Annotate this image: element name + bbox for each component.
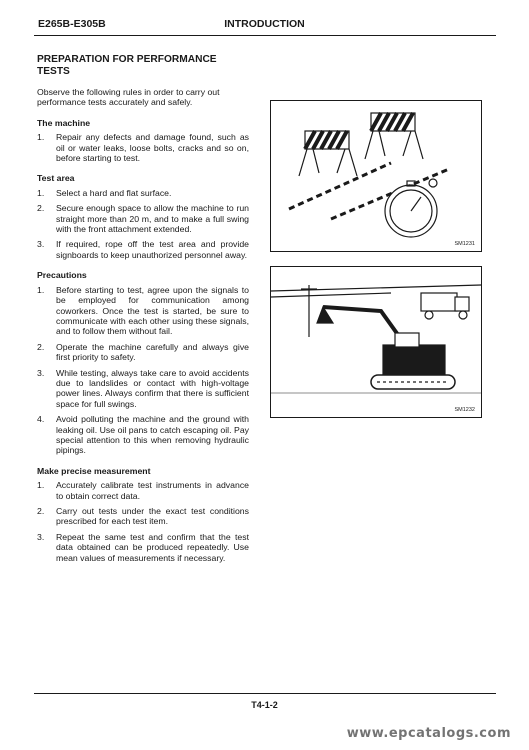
list-item bbox=[37, 239, 249, 260]
barricade-icon bbox=[299, 131, 357, 176]
machine-list bbox=[37, 132, 249, 163]
list-item bbox=[37, 188, 249, 198]
measurement-list bbox=[37, 480, 249, 563]
item-text: Avoid polluting the machine and the ground with leaking oil. Use oil pans to catch escaping oil. Pay special attention to this when removing hydraulic pipings. bbox=[56, 414, 249, 456]
list-item bbox=[37, 132, 249, 163]
item-number: 3. bbox=[37, 239, 45, 250]
text-column bbox=[37, 54, 249, 568]
item-text: Repeat the same test and confirm that the test data obtained can be produced repeatedly. Use mean values of measurements if necessary. bbox=[56, 531, 249, 563]
item-text: Repair any defects and damage found, such as oil or water leaks, loose bolts, cracks and so on, before starting to test. bbox=[56, 132, 249, 164]
watermark: www.epcatalogs.com bbox=[346, 726, 511, 741]
item-text: Before starting to test, agree upon the signals to be employed for communication among coworkers. Once the test is started, be sure to communicate with each other using these signals, and to follow them without fail. bbox=[56, 284, 249, 337]
header-rule bbox=[34, 35, 496, 36]
item-number: 1. bbox=[37, 187, 45, 198]
item-text: If required, rope off the test area and provide signboards to keep unauthorized personnel away. bbox=[56, 239, 249, 260]
precautions-list bbox=[37, 285, 249, 456]
item-number: 3. bbox=[37, 367, 45, 378]
item-number: 2. bbox=[37, 506, 45, 516]
item-number: 1. bbox=[37, 132, 45, 143]
list-item bbox=[37, 342, 249, 363]
item-text: Select a hard and flat surface. bbox=[56, 187, 172, 198]
item-text: While testing, always take care to avoid accidents due to landslides or contact with high-voltage power lines. Always confirm that there is sufficient space for full swings. bbox=[56, 367, 249, 409]
header-model: E265B-E305B bbox=[38, 18, 106, 30]
list-item bbox=[37, 414, 249, 456]
dump-truck-icon bbox=[421, 293, 469, 319]
list-item bbox=[37, 480, 249, 501]
figure-excavator bbox=[270, 266, 482, 418]
item-number: 2. bbox=[37, 341, 45, 352]
list-item bbox=[37, 506, 249, 527]
item-number: 4. bbox=[37, 414, 45, 425]
excavator-icon bbox=[317, 307, 455, 389]
item-text: Secure enough space to allow the machine to run straight more than 20 m, and to make a full swing with the front attachment extended. bbox=[56, 203, 249, 235]
item-number: 2. bbox=[37, 203, 45, 214]
item-text: Accurately calibrate test instruments in advance to obtain correct data. bbox=[56, 480, 249, 501]
figure-barricades-stopwatch bbox=[270, 100, 482, 252]
section-heading-machine: The machine bbox=[37, 117, 91, 128]
section-heading-precautions: Precautions bbox=[37, 270, 87, 281]
list-item bbox=[37, 285, 249, 337]
figure-label: SM1232 bbox=[454, 407, 475, 413]
list-item bbox=[37, 203, 249, 234]
item-number: 3. bbox=[37, 531, 45, 542]
figure-label: SM1231 bbox=[454, 241, 475, 247]
item-number: 1. bbox=[37, 480, 45, 491]
barricade-icon bbox=[365, 113, 423, 159]
header-section: INTRODUCTION bbox=[224, 18, 305, 30]
page-number: T4-1-2 bbox=[251, 700, 278, 710]
footer-rule bbox=[34, 693, 496, 694]
intro-paragraph: Observe the following rules in order to carry out performance tests accurately and safely. bbox=[37, 87, 220, 108]
item-text: Carry out tests under the exact test conditions prescribed for each test item. bbox=[56, 506, 249, 527]
stopwatch-icon bbox=[385, 179, 437, 237]
excavator-illustration bbox=[271, 267, 481, 417]
page-title: PREPARATION FOR PERFORMANCE TESTS bbox=[37, 54, 217, 77]
list-item bbox=[37, 368, 249, 410]
list-item bbox=[37, 532, 249, 563]
section-heading-test-area: Test area bbox=[37, 173, 75, 184]
test-area-list bbox=[37, 188, 249, 260]
item-text: Operate the machine carefully and always give first priority to safety. bbox=[56, 341, 249, 363]
barricade-stopwatch-illustration bbox=[271, 101, 481, 251]
section-heading-measurement: Make precise measurement bbox=[37, 465, 151, 476]
item-number: 1. bbox=[37, 284, 45, 295]
